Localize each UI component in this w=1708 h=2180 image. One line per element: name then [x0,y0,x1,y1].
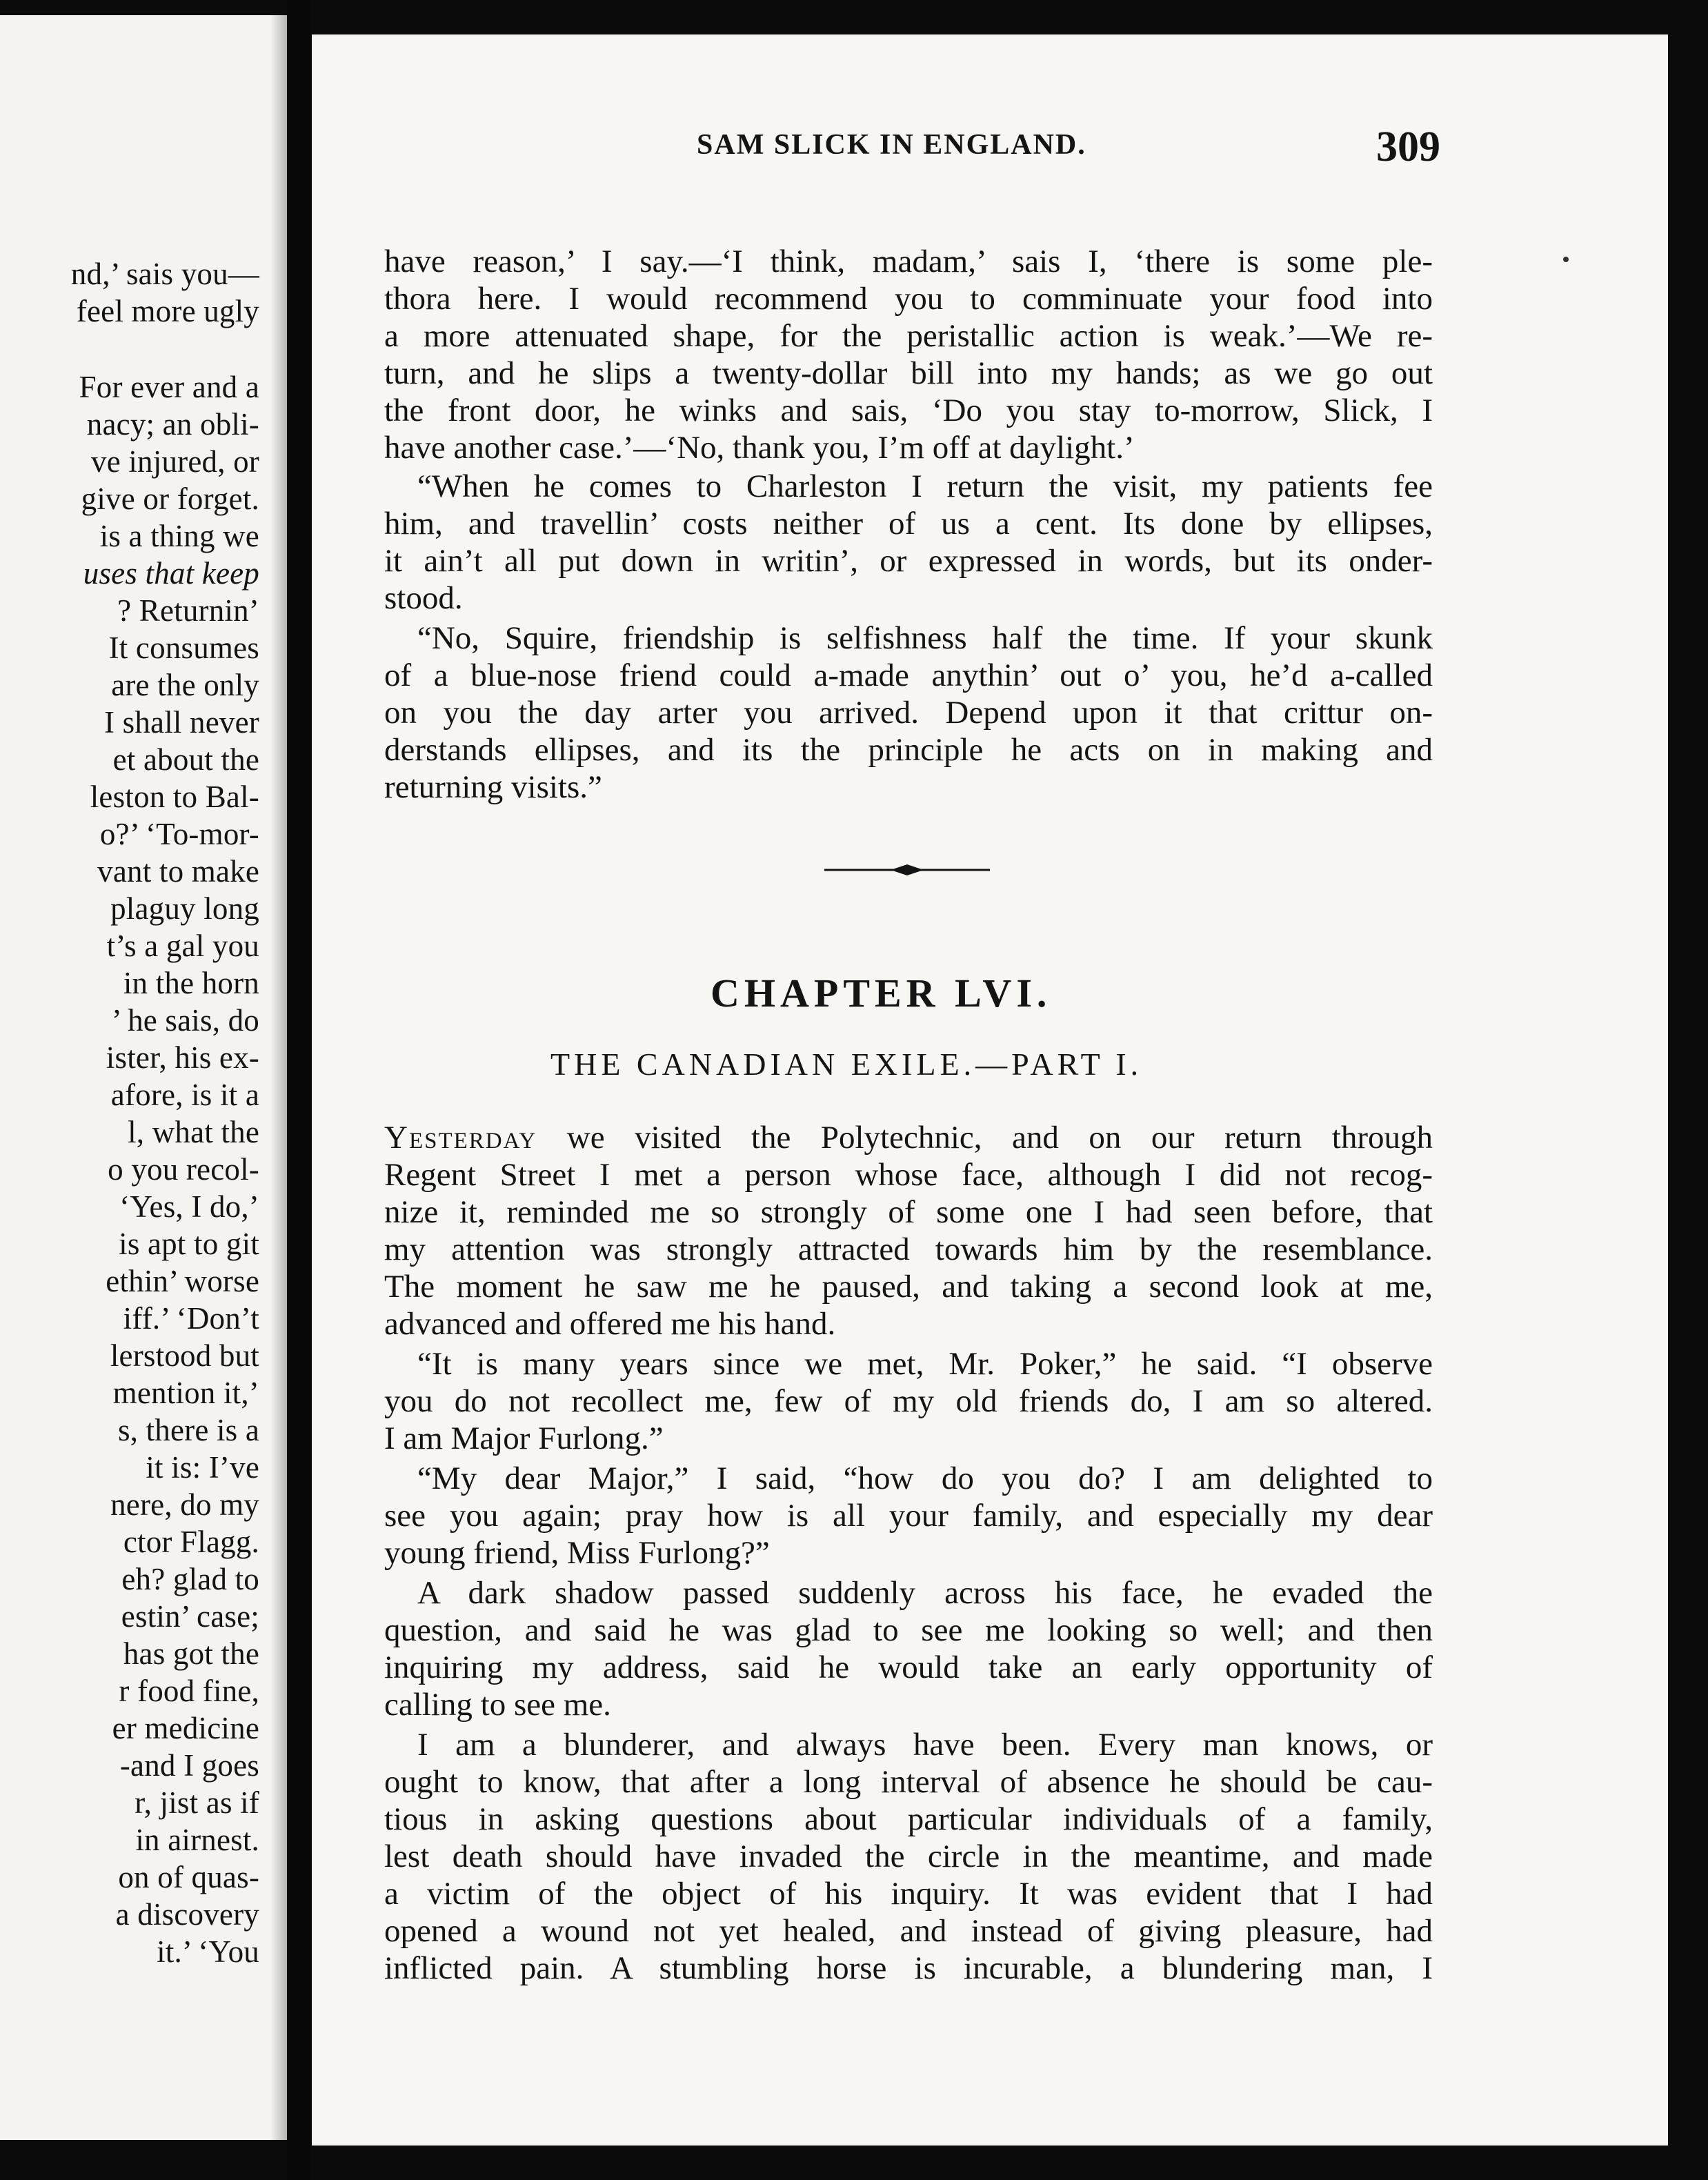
section-ornament [824,860,990,880]
left-page-fragment [0,15,287,2140]
running-head: SAM SLICK IN ENGLAND. [697,129,1086,161]
left-line: in the horn [123,966,259,1000]
text-line: The moment he saw me he paused, and taking a second look at me, [384,1269,1433,1305]
left-line: leston to Bal- [90,780,259,814]
text-line: see you again; pray how is all your family, and especially my dear [384,1498,1433,1534]
left-line: plaguy long [110,891,259,926]
left-line: s, there is a [117,1413,259,1447]
left-line: et about the [112,742,259,777]
text-line: of a blue-nose friend could a-made anythin’ out o’ you, he’d a-called [384,657,1433,693]
text-line: a more attenuated shape, for the peristallic action is weak.’—We re- [384,318,1433,354]
text-line: I am Major Furlong.” [384,1420,664,1456]
left-line: r, jist as if [135,1785,259,1820]
left-line: r food fine, [119,1674,259,1708]
left-line: is a thing we [99,519,259,553]
text-line: advanced and offered me his hand. [384,1306,836,1342]
chapter-subtitle: THE CANADIAN EXILE.—PART I. [550,1047,1143,1082]
page-fold-shadow [270,15,287,2140]
left-line: iff.’ ‘Don’t [123,1301,259,1336]
left-line: I shall never [103,705,259,740]
text-line: the front door, he winks and sais, ‘Do you stay to-morrow, Slick, I [384,393,1433,428]
text-line: young friend, Miss Furlong?” [384,1535,770,1571]
book-gutter [287,0,310,2180]
left-line: a discovery [115,1897,259,1932]
text-line: inquiring my address, said he would take an early opportunity of [384,1649,1433,1685]
left-line: vant to make [97,854,259,889]
text-line: derstands ellipses, and its the principle he acts on in making and [384,732,1433,768]
text-line: nize it, reminded me so strongly of some one I had seen before, that [384,1194,1433,1230]
chapter-title: CHAPTER LVI. [711,971,1052,1015]
text-line: him, and travellin’ costs neither of us a cent. Its done by ellipses, [384,506,1433,542]
text-line: “My dear Major,” I said, “how do you do? I am delighted to [417,1460,1433,1496]
left-line: is apt to git [119,1227,259,1261]
left-line: are the only [111,668,259,702]
left-line: it is: I’ve [146,1450,259,1485]
text-line: “It is many years since we met, Mr. Poker,” he said. “I observe [417,1346,1433,1382]
text-line: “When he comes to Charleston I return the visit, my patients fee [417,468,1433,504]
left-line: ve injured, or [91,444,259,479]
text-line: calling to see me. [384,1687,611,1723]
page-number: 309 [1376,123,1440,170]
left-line: ctor Flagg. [123,1525,259,1559]
text-line: inflicted pain. A stumbling horse is incurable, a blundering man, I [384,1950,1433,1986]
text-line: it ain’t all put down in writin’, or expressed in words, but its onder- [384,543,1433,579]
text-line: “No, Squire, friendship is selfishness half the time. If your skunk [417,620,1433,656]
left-line: ‘Yes, I do,’ [119,1189,259,1224]
left-line: eh? glad to [121,1562,259,1596]
text-line: opened a wound not yet healed, and instead of giving pleasure, had [384,1913,1433,1949]
text-line: Regent Street I met a person whose face, although I did not recog- [384,1157,1433,1193]
text-line: lest death should have invaded the circle in the meantime, and made [384,1839,1433,1874]
left-line: ? Returnin’ [117,593,259,628]
text-line: A dark shadow passed suddenly across his face, he evaded the [417,1575,1433,1611]
text-span: we visited the Polytechnic, and on our return through [537,1120,1433,1156]
left-line: ’ he sais, do [111,1003,259,1038]
text-line: have reason,’ I say.—‘I think, madam,’ sais I, ‘there is some ple- [384,244,1433,279]
text-line: a victim of the object of his inquiry. It was evident that I had [384,1876,1433,1912]
left-line: give or forget. [81,482,259,516]
left-line: nd,’ sais you— [70,257,259,291]
left-line: It consumes [108,631,259,665]
ink-speck [1563,257,1569,262]
left-line: o you recol- [108,1152,259,1187]
left-line: on of quas- [118,1860,259,1894]
left-line: lerstood but [110,1338,259,1373]
text-line: returning visits.” [384,769,602,805]
left-line: o?’ ‘To-mor- [99,817,259,851]
left-line: uses that keep [83,556,259,591]
text-line [384,1119,1433,1156]
left-line: ister, his ex- [106,1040,259,1075]
left-line: l, what the [128,1115,259,1149]
text-line: tious in asking questions about particular individuals of a family, [384,1801,1433,1837]
left-line: For ever and a [79,370,259,404]
left-line: feel more ugly [76,294,259,328]
left-line: estin’ case; [121,1599,259,1634]
drop-word: Yesterday [384,1120,537,1156]
text-line: thora here. I would recommend you to comminuate your food into [384,281,1433,317]
left-line: in airnest. [135,1823,259,1857]
left-line: nere, do my [110,1487,259,1522]
scan-border [1668,0,1708,2180]
left-line: -and I goes [119,1748,259,1783]
left-line: it.’ ‘You [157,1934,259,1969]
left-line: nacy; an obli- [86,407,259,442]
text-line: have another case.’—‘No, thank you, I’m off at daylight.’ [384,430,1135,466]
text-line: ought to know, that after a long interval of absence he should be cau- [384,1764,1433,1800]
text-line: stood. [384,580,463,616]
text-line: turn, and he slips a twenty-dollar bill into my hands; as we go out [384,355,1433,391]
left-line: t’s a gal you [106,929,259,963]
text-line: on you the day arter you arrived. Depend upon it that crittur on- [384,695,1433,731]
left-line: er medicine [112,1711,259,1745]
left-line: afore, is it a [110,1078,259,1112]
text-line: I am a blunderer, and always have been. Every man knows, or [417,1727,1433,1763]
left-line: has got the [123,1636,259,1671]
text-line: question, and said he was glad to see me looking so well; and then [384,1612,1433,1648]
text-line: you do not recollect me, few of my old friends do, I am so altered. [384,1383,1433,1419]
left-line: mention it,’ [112,1376,259,1410]
left-line: ethin’ worse [106,1264,259,1298]
text-line: my attention was strongly attracted towards him by the resemblance. [384,1231,1433,1267]
